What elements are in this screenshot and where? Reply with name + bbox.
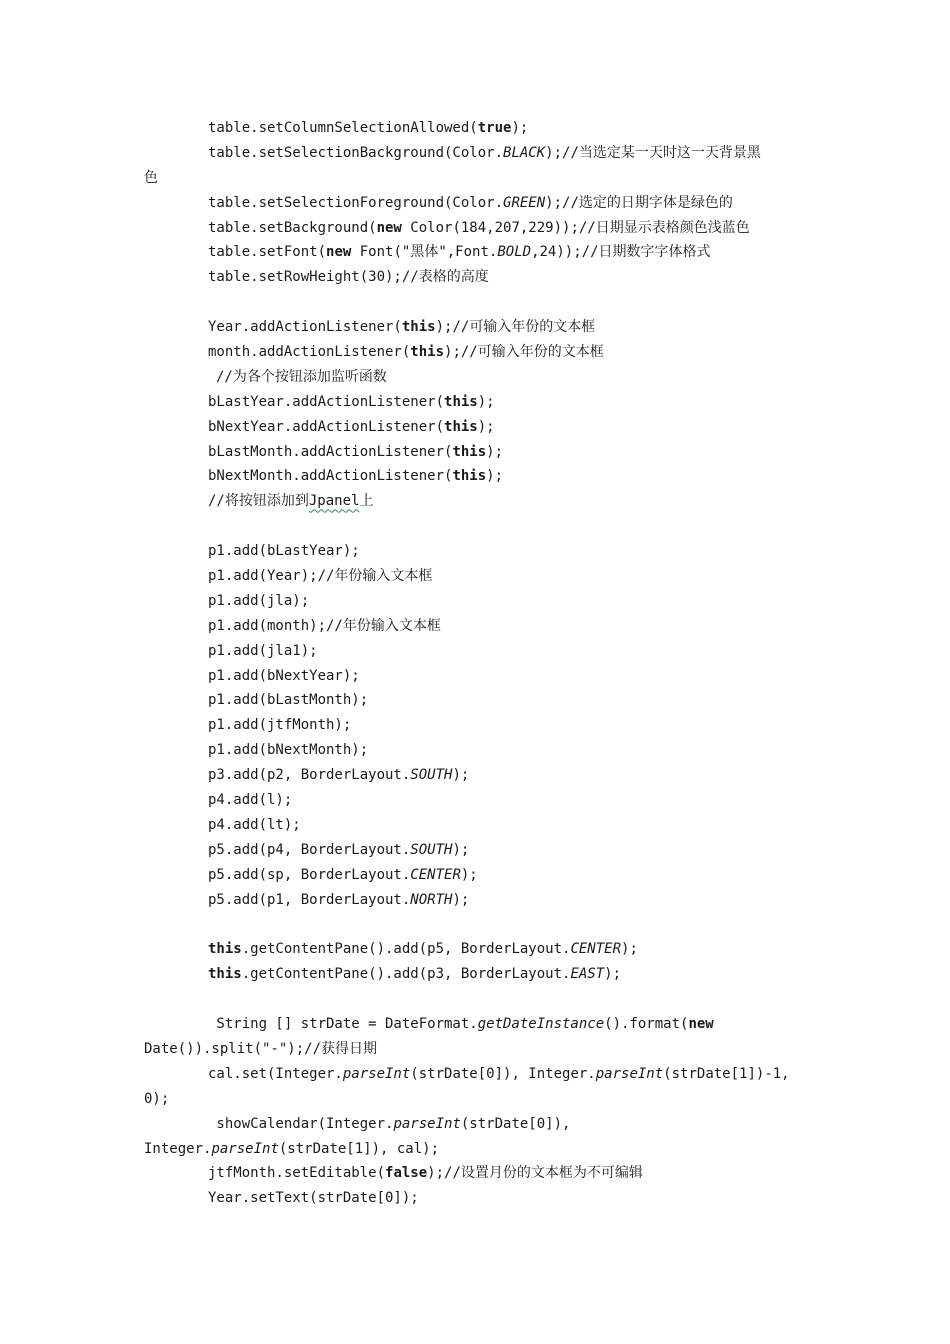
code-token: (strDate[0]), — [460, 1115, 571, 1132]
code-token: this — [444, 418, 478, 435]
code-line — [144, 614, 824, 639]
code-line — [144, 440, 824, 465]
code-token: 日期数字字体格式 — [598, 244, 711, 261]
code-line — [144, 340, 824, 365]
code-token: 年份输入文本框 — [334, 568, 433, 585]
code-token: // — [216, 368, 233, 385]
code-token: 0); — [144, 1090, 170, 1107]
code-token: );// — [444, 344, 478, 361]
code-line — [144, 489, 824, 514]
code-token: ); — [460, 866, 478, 883]
code-token: this — [452, 443, 487, 460]
code-token: p1.add(bLastMonth); — [208, 692, 369, 709]
code-token: this — [410, 344, 445, 361]
code-line — [144, 913, 824, 938]
code-token: p3.add(p2, BorderLayout. — [208, 767, 411, 784]
code-token: NORTH — [410, 891, 453, 908]
code-line — [144, 365, 824, 390]
code-token: 为各个按钮添加监听函数 — [232, 368, 387, 385]
code-token: ); — [452, 767, 470, 784]
code-token: ); — [621, 941, 638, 958]
code-token: new — [688, 1016, 714, 1033]
code-token: Font(" — [351, 244, 411, 261]
code-token: 可输入年份的文本框 — [469, 319, 596, 336]
code-token: GREEN — [503, 194, 546, 211]
code-token: );// — [435, 319, 470, 336]
code-line — [144, 464, 824, 489]
code-line — [144, 1037, 824, 1062]
code-token: ); — [477, 393, 495, 410]
code-token: 获得日期 — [321, 1040, 378, 1057]
code-listing — [144, 116, 824, 1211]
code-token: table.setBackground( — [208, 219, 377, 236]
code-token: jtfMonth.setEditable( — [208, 1165, 386, 1182]
code-token: EAST — [570, 966, 605, 983]
code-token: false — [385, 1165, 428, 1182]
code-token: // — [208, 493, 225, 510]
code-token: new — [376, 219, 402, 236]
code-token: );// — [545, 144, 579, 161]
code-line — [144, 166, 824, 191]
code-line — [144, 1112, 824, 1137]
code-token: Year.addActionListener( — [208, 319, 402, 336]
code-token: BOLD — [497, 244, 532, 261]
code-line — [144, 390, 824, 415]
code-token: .getContentPane().add(p3, BorderLayout. — [241, 966, 571, 983]
code-line — [144, 589, 824, 614]
code-line — [144, 290, 824, 315]
code-token: p1.add(bNextYear); — [208, 667, 360, 684]
code-token: table.setSelectionBackground(Color. — [208, 144, 504, 161]
code-line — [144, 116, 824, 141]
code-token: p1.add(Year);// — [208, 568, 335, 585]
code-token: bLastYear.addActionListener( — [208, 393, 445, 410]
code-line — [144, 888, 824, 913]
code-line — [144, 141, 824, 166]
code-token: Integer. — [144, 1140, 212, 1157]
code-token: CENTER — [410, 866, 461, 883]
code-token: );// — [427, 1165, 461, 1182]
code-token: this — [452, 468, 487, 485]
code-line — [144, 1012, 824, 1037]
code-line — [144, 415, 824, 440]
code-token: 表格的高度 — [418, 269, 489, 286]
code-token: BLACK — [503, 144, 546, 161]
code-token: bLastMonth.addActionListener( — [208, 443, 453, 460]
code-token: p4.add(l); — [208, 792, 293, 809]
code-token: ); — [486, 443, 504, 460]
code-line — [144, 813, 824, 838]
code-token: 当选定某一天时这一天背景黑 — [578, 144, 761, 161]
code-token: Date()).split("-");// — [144, 1040, 322, 1057]
code-line — [144, 1087, 824, 1112]
code-token: parseInt — [211, 1140, 279, 1157]
code-token: p5.add(p1, BorderLayout. — [208, 891, 411, 908]
code-token: 上 — [359, 493, 374, 510]
code-line — [144, 788, 824, 813]
code-token: 选定的日期字体是绿色的 — [578, 194, 733, 211]
code-token: month.addActionListener( — [208, 344, 411, 361]
code-token: this — [401, 319, 436, 336]
code-token: ); — [452, 841, 470, 858]
code-line — [144, 962, 824, 987]
code-token: String [] strDate = DateFormat. — [208, 1016, 478, 1033]
code-token: this — [208, 966, 242, 983]
code-line — [144, 838, 824, 863]
code-token: Jpanel — [308, 493, 360, 510]
code-line — [144, 539, 824, 564]
code-token: SOUTH — [410, 767, 453, 784]
code-line — [144, 191, 824, 216]
code-token: Color(184,207,229));// — [401, 219, 596, 236]
code-token: parseInt — [342, 1065, 411, 1082]
code-line — [144, 639, 824, 664]
code-line — [144, 763, 824, 788]
code-token: 设置月份的文本框为不可编辑 — [460, 1165, 643, 1182]
code-token: table.setSelectionForeground(Color. — [208, 194, 504, 211]
code-line — [144, 863, 824, 888]
code-token: table.setRowHeight(30);// — [208, 269, 419, 286]
code-token: p1.add(jtfMonth); — [208, 717, 352, 734]
code-token: CENTER — [570, 941, 622, 958]
code-token: ); — [511, 120, 529, 136]
code-token: ); — [486, 468, 504, 485]
code-token: .getContentPane().add(p5, BorderLayout. — [241, 941, 571, 958]
code-token: ); — [477, 418, 495, 435]
code-token: table.setFont( — [208, 244, 327, 261]
code-token: cal.set(Integer. — [208, 1065, 343, 1082]
code-line — [144, 1062, 824, 1087]
code-token: 色 — [144, 169, 158, 186]
code-line — [144, 664, 824, 689]
code-token: p1.add(bNextMonth); — [208, 742, 369, 759]
code-token: (strDate[0]), Integer. — [410, 1065, 596, 1082]
code-line — [144, 240, 824, 265]
code-token: 将按钮添加到 — [224, 493, 309, 510]
code-token: parseInt — [393, 1115, 461, 1132]
code-token: p1.add(bLastYear); — [208, 543, 360, 560]
code-token: );// — [545, 194, 579, 211]
code-token: ,24));// — [531, 244, 599, 261]
code-token: ",Font. — [438, 244, 498, 261]
code-token: bNextMonth.addActionListener( — [208, 468, 453, 485]
code-line — [144, 1161, 824, 1186]
code-token: p1.add(jla); — [208, 592, 310, 609]
code-token: SOUTH — [410, 841, 453, 858]
code-line — [144, 216, 824, 241]
code-token: ); — [604, 966, 622, 983]
code-token: this — [444, 393, 478, 410]
code-token: Year.setText(strDate[0]); — [208, 1190, 419, 1207]
code-token: p5.add(sp, BorderLayout. — [208, 866, 411, 883]
code-token: ); — [452, 891, 470, 908]
code-line — [144, 514, 824, 539]
code-line — [144, 987, 824, 1012]
code-token: table.setColumnSelectionAllowed( — [208, 120, 478, 136]
code-line — [144, 315, 824, 340]
code-token: new — [326, 244, 352, 261]
code-line — [144, 265, 824, 290]
code-token: 可输入年份的文本框 — [477, 344, 604, 361]
code-line — [144, 688, 824, 713]
code-line — [144, 564, 824, 589]
code-line — [144, 1186, 824, 1211]
code-line — [144, 1137, 824, 1162]
code-token: (strDate[1]), cal); — [278, 1140, 440, 1157]
code-token: getDateInstance — [477, 1016, 605, 1033]
code-token: ().format( — [604, 1016, 689, 1033]
code-token: 黑体 — [410, 244, 439, 261]
code-token: p5.add(p4, BorderLayout. — [208, 841, 411, 858]
code-token: parseInt — [595, 1065, 664, 1082]
code-token: 日期显示表格颜色浅蓝色 — [595, 219, 750, 236]
code-token: 年份输入文本框 — [342, 617, 441, 634]
code-token: showCalendar(Integer. — [208, 1115, 394, 1132]
code-line — [144, 937, 824, 962]
code-token: p1.add(month);// — [208, 617, 343, 634]
code-token: (strDate[1])-1, — [663, 1065, 790, 1082]
code-token: bNextYear.addActionListener( — [208, 418, 445, 435]
code-line — [144, 713, 824, 738]
code-token: this — [208, 941, 242, 958]
code-token: true — [477, 120, 512, 136]
code-token: p4.add(lt); — [208, 816, 301, 833]
code-token: p1.add(jla1); — [208, 642, 318, 659]
code-line — [144, 738, 824, 763]
